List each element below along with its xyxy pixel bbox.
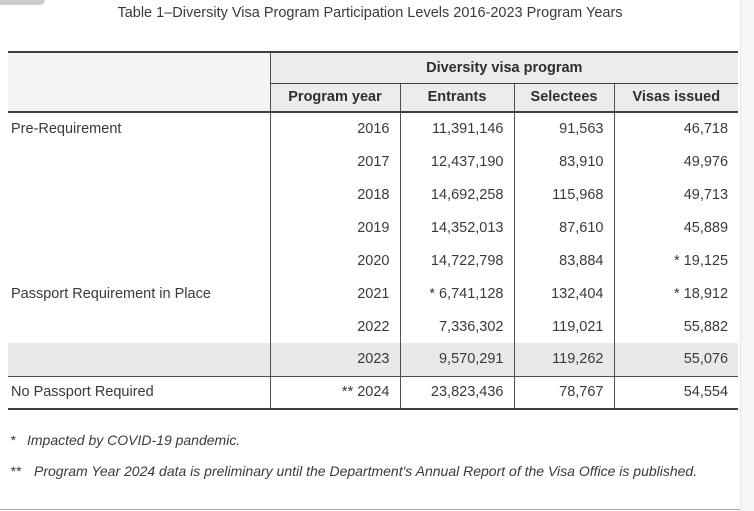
table-row — [8, 310, 738, 343]
table-row — [8, 211, 738, 244]
table-row — [8, 145, 738, 178]
table-row — [8, 376, 738, 409]
selectees-cell: 78,767 — [514, 376, 614, 409]
row-label-cell — [8, 343, 270, 376]
entrants-cell: 9,570,291 — [400, 343, 514, 376]
selectees-cell: 83,884 — [514, 244, 614, 277]
row-label-cell — [8, 244, 270, 277]
column-header-selectees: Selectees — [514, 83, 614, 112]
footnote-covid — [10, 429, 702, 451]
bottom-divider — [0, 509, 740, 510]
table-row — [8, 178, 738, 211]
year-cell: 2023 — [270, 343, 400, 376]
year-cell: 2018 — [270, 178, 400, 211]
footnote-marker: ** — [10, 463, 21, 479]
selectees-cell: 87,610 — [514, 211, 614, 244]
table-row — [8, 277, 738, 310]
visas-cell: 49,976 — [683, 153, 729, 170]
year-cell: 2017 — [270, 145, 400, 178]
row-label-cell — [8, 145, 270, 178]
visas-cell: 54,554 — [614, 376, 738, 409]
vertical-scrollbar[interactable] — [740, 0, 754, 511]
footnote-text: Impacted by COVID-19 pandemic. — [27, 432, 241, 448]
table-row — [8, 112, 738, 145]
year-cell: 2016 — [270, 112, 400, 145]
row-label-cell: Pre-Requirement — [8, 112, 270, 145]
selectees-cell: 119,021 — [514, 310, 614, 343]
footnote-text: Program Year 2024 data is preliminary until the Department's Annual Report of the Visa Office is published. — [34, 463, 698, 479]
row-label-cell — [8, 310, 270, 343]
entrants-cell: 23,823,436 — [400, 376, 514, 409]
year-cell: 2019 — [270, 211, 400, 244]
row-label-cell — [8, 211, 270, 244]
group-header-row — [8, 52, 738, 83]
group-header-cell: Diversity visa program — [270, 52, 738, 83]
column-header-program-year: Program year — [270, 83, 400, 112]
visas-cell: 46,718 — [683, 121, 729, 137]
diversity-visa-table — [8, 51, 738, 410]
selectees-cell: 83,910 — [514, 145, 614, 178]
entrants-cell: 7,336,302 — [400, 310, 514, 343]
footnote-preliminary — [10, 460, 702, 482]
selectees-cell: 132,404 — [514, 277, 614, 310]
selectees-cell: 91,563 — [514, 112, 614, 145]
row-label-cell: Passport Requirement in Place — [8, 277, 270, 310]
entrants-cell: 14,722,798 — [400, 244, 514, 277]
selectees-cell: 119,262 — [514, 343, 614, 376]
visas-cell: 45,889 — [683, 219, 729, 236]
entrants-cell: 12,437,190 — [400, 145, 514, 178]
data-table — [8, 51, 738, 410]
visas-cell: * 19,125 — [674, 252, 729, 269]
selectees-cell: 115,968 — [514, 178, 614, 211]
row-label-cell: No Passport Required — [8, 376, 270, 409]
visas-cell: 55,882 — [683, 318, 729, 335]
year-cell: 2021 — [270, 277, 400, 310]
row-label-cell — [8, 178, 270, 211]
page-title: Table 1–Diversity Visa Program Participation Levels 2016-2023 Program Years — [117, 5, 623, 21]
table-row — [8, 244, 738, 277]
entrants-cell: 14,692,258 — [400, 178, 514, 211]
footnotes — [10, 429, 702, 491]
column-header-visas-issued: Visas issued — [614, 83, 738, 112]
table-row-highlighted — [8, 343, 738, 376]
visas-cell: * 18,912 — [674, 285, 729, 302]
year-cell: ** 2024 — [270, 376, 400, 409]
visas-cell: 49,713 — [683, 186, 729, 203]
entrants-cell: 11,391,146 — [400, 112, 514, 145]
corner-header-cell — [8, 52, 270, 112]
column-header-entrants: Entrants — [400, 83, 514, 112]
visas-cell: 55,076 — [614, 343, 738, 376]
year-cell: 2022 — [270, 310, 400, 343]
entrants-cell: 14,352,013 — [400, 211, 514, 244]
footnote-marker: * — [10, 432, 16, 448]
year-cell: 2020 — [270, 244, 400, 277]
entrants-cell: * 6,741,128 — [400, 277, 514, 310]
